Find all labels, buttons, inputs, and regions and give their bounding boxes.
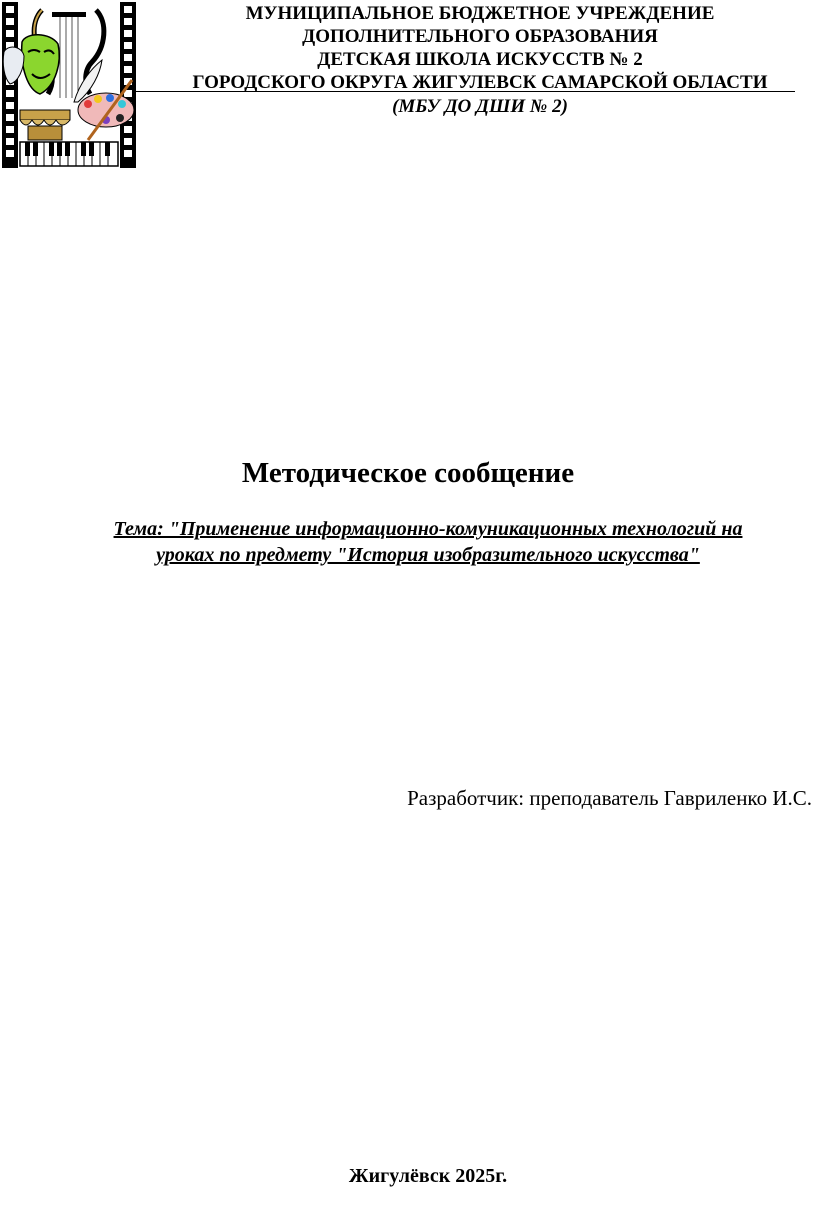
header-line-1: МУНИЦИПАЛЬНОЕ БЮДЖЕТНОЕ УЧРЕЖДЕНИЕ — [245, 3, 715, 24]
institution-abbreviation: (МБУ ДО ДШИ № 2) — [392, 96, 568, 117]
document-title: Методическое сообщение — [241, 457, 575, 489]
header-line-2: ДОПОЛНИТЕЛЬНОГО ОБРАЗОВАНИЯ — [302, 26, 658, 47]
school-logo — [2, 2, 136, 168]
document-topic — [40, 516, 816, 568]
institution-header — [150, 2, 810, 118]
header-line-3: ДЕТСКАЯ ШКОЛА ИСКУССТВ № 2 — [317, 49, 643, 70]
header-line-4: ГОРОДСКОГО ОКРУГА ЖИГУЛЕВСК САМАРСКОЙ ОБЛАСТИ — [192, 72, 768, 93]
topic-line-2: уроках по предмету "История изобразительного искусства" — [156, 544, 700, 566]
topic-line-1: Тема: "Применение информационно-комуникационных технологий на — [113, 518, 743, 540]
developer-credit: Разработчик: преподаватель Гавриленко И.С. — [407, 786, 812, 810]
school-of-arts-emblem-icon — [2, 2, 136, 168]
header-divider — [135, 91, 795, 92]
city-year: Жигулёвск 2025г. — [348, 1165, 508, 1187]
